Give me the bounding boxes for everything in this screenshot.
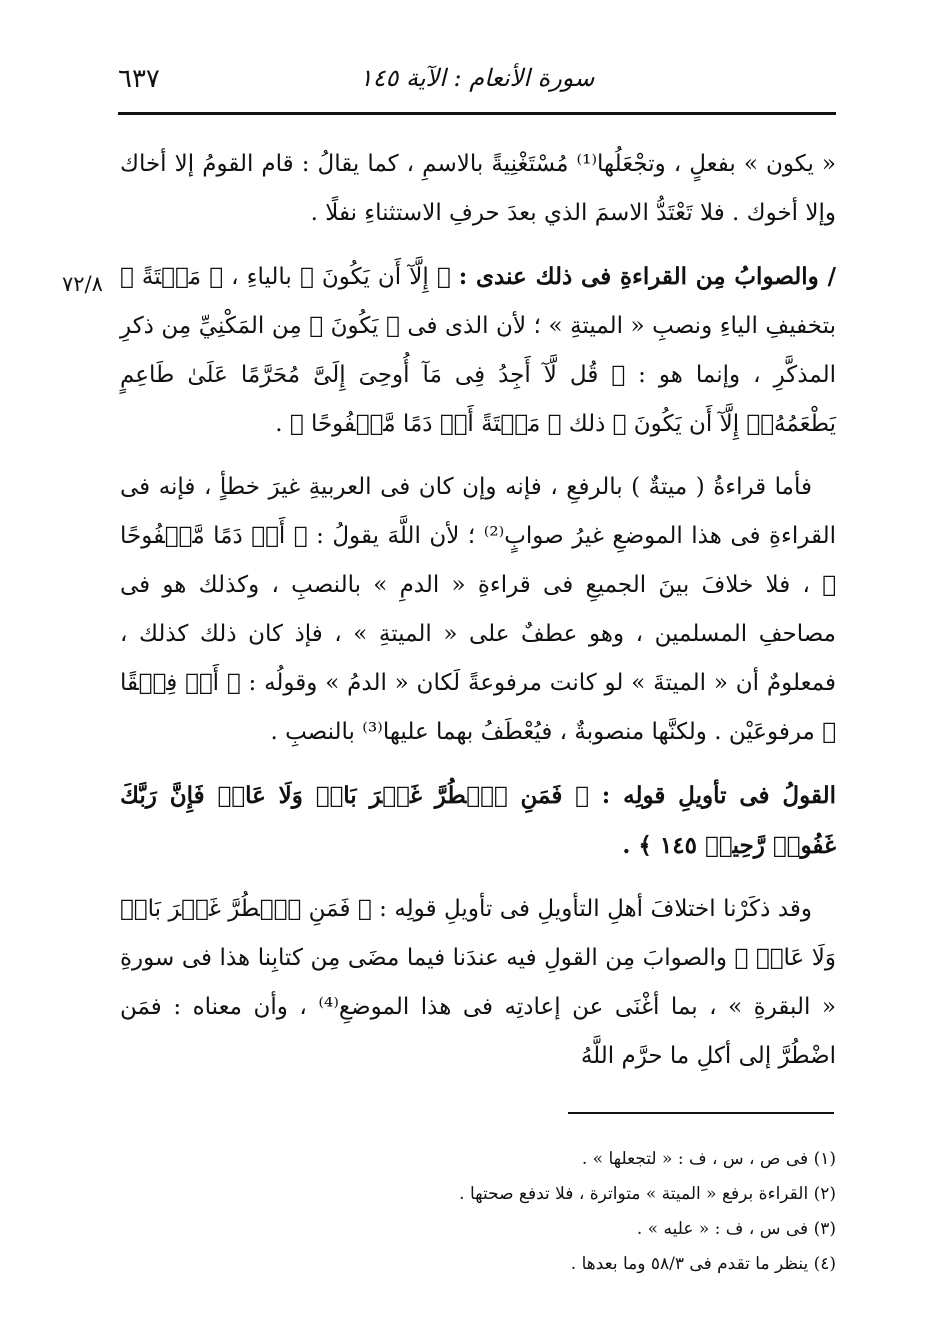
footnotes bbox=[120, 1142, 836, 1282]
margin-reference: ٧٢/٨ bbox=[62, 272, 103, 296]
paragraph-1 bbox=[120, 140, 836, 238]
paragraph-1-text: « يكون » بفعلٍ ، وتجْعَلُها⁽¹⁾ مُسْتَغْنِيةً بالاسمِ ، كما يقالُ : قام القومُ إلا أخاك وإلا أخوك . فلا تَعْتَدُّ الاسمَ الذي بعدَ حرفِ الاستثناءِ نفلًا . bbox=[120, 151, 837, 226]
header-rule bbox=[118, 112, 836, 115]
paragraph-5 bbox=[120, 885, 836, 1081]
paragraph-2 bbox=[120, 252, 836, 449]
main-text bbox=[120, 140, 836, 1095]
page-number: ٦٣٧ bbox=[118, 64, 160, 94]
footnote-1: (١) فى ص ، س ، ف : « لتجعلها » . bbox=[581, 1149, 836, 1169]
paragraph-4-text: ﴿ فَمَنِ ٱضۡطُرَّ غَيۡرَ بَاغٖ وَلَا عَادٖ فَإِنَّ رَبَّكَ غَفُورٞ رَّحِيمٞ ١٤٥ ﴾ . bbox=[120, 782, 836, 859]
running-title: سورة الأنعام : الآية ١٤٥ bbox=[359, 64, 595, 92]
paragraph-3 bbox=[120, 463, 836, 757]
footnote-rule bbox=[568, 1112, 834, 1114]
footnote-2: (٢) القراءة برفع « الميتة » متواترة ، فلا تدفع صحتها . bbox=[459, 1184, 836, 1204]
paragraph-5-text: وقد ذكَرْنا اختلافَ أهلِ التأويلِ فى تأويلِ قولِه : ﴿ فَمَنِ ٱضۡطُرَّ غَيۡرَ بَاغٖ وَلَا عَادٖ ﴾ والصوابَ مِن القولِ فيه عندَنا فيما مضَى مِن كتابِنا هذا فى سورةِ « البقرةِ » ، بما أغْنَى عن إعادتِه فى هذا الموضعِ⁽⁴⁾ ، وأن معناه : فمَن اضْطُرَّ إلى أكلِ ما حرَّم اللَّهُ bbox=[120, 896, 836, 1069]
paragraph-2-heading: / والصوابُ مِن القراءةِ فى ذلك عندى : bbox=[458, 263, 836, 290]
footnote-4: (٤) ينظر ما تقدم فى ٥٨/٣ وما بعدها . bbox=[570, 1254, 836, 1274]
paragraph-4 bbox=[120, 771, 836, 871]
footnote-3: (٣) فى س ، ف : « عليه » . bbox=[636, 1219, 836, 1239]
paragraph-3-text: فأما قراءةُ ( ميتةٌ ) بالرفعِ ، فإنه وإن كان فى العربيةِ غيرَ خطأٍ ، فإنه فى القراءةِ فى هذا الموضعِ غيرُ صوابٍ⁽²⁾ ؛ لأن اللَّهَ يقولُ : ﴿ أَوۡ دَمًا مَّسۡفُوحًا ﴾ ، فلا خلافَ بينَ الجميعِ فى قراءةِ « الدمِ » بالنصبِ ، وكذلك هو فى مصاحفِ المسلمين ، وهو عطفٌ على « الميتةِ » ، فإذ كان ذلك كذلك ، فمعلومٌ أن « الميتةَ » لو كانت مرفوعةً لَكان « الدمُ » وقولُه : ﴿ أَوۡ فِسۡقًا ﴾ مرفوعَيْن . ولكنَّها منصوبةٌ ، فيُعْطَفُ بهما عليها⁽³⁾ بالنصبِ . bbox=[120, 474, 836, 745]
paragraph-4-heading: القولُ فى تأويلِ قولِه : bbox=[601, 782, 836, 809]
page-header bbox=[118, 62, 836, 102]
paragraph-2-text: ﴿ إِلَّآ أَن يَكُونَ ﴾ بالياءِ ، ﴿ مَيۡتَةً ﴾ بتخفيفِ الياءِ ونصبِ « الميتةِ » ؛ لأن الذى فى ﴿ يَكُونَ ﴾ مِن المَكْنِيِّ مِن ذكرِ المذكَّرِ ، وإنما هو : ﴿ قُل لَّآ أَجِدُ فِى مَآ أُوحِىَ إِلَىَّ مُحَرَّمًا عَلَىٰ طَاعِمٍ يَطْعَمُهُۥٓ إِلَّآ أَن يَكُونَ ﴾ ذلك ﴿ مَيۡتَةً أَوۡ دَمًا مَّسۡفُوحًا ﴾ . bbox=[120, 264, 836, 437]
